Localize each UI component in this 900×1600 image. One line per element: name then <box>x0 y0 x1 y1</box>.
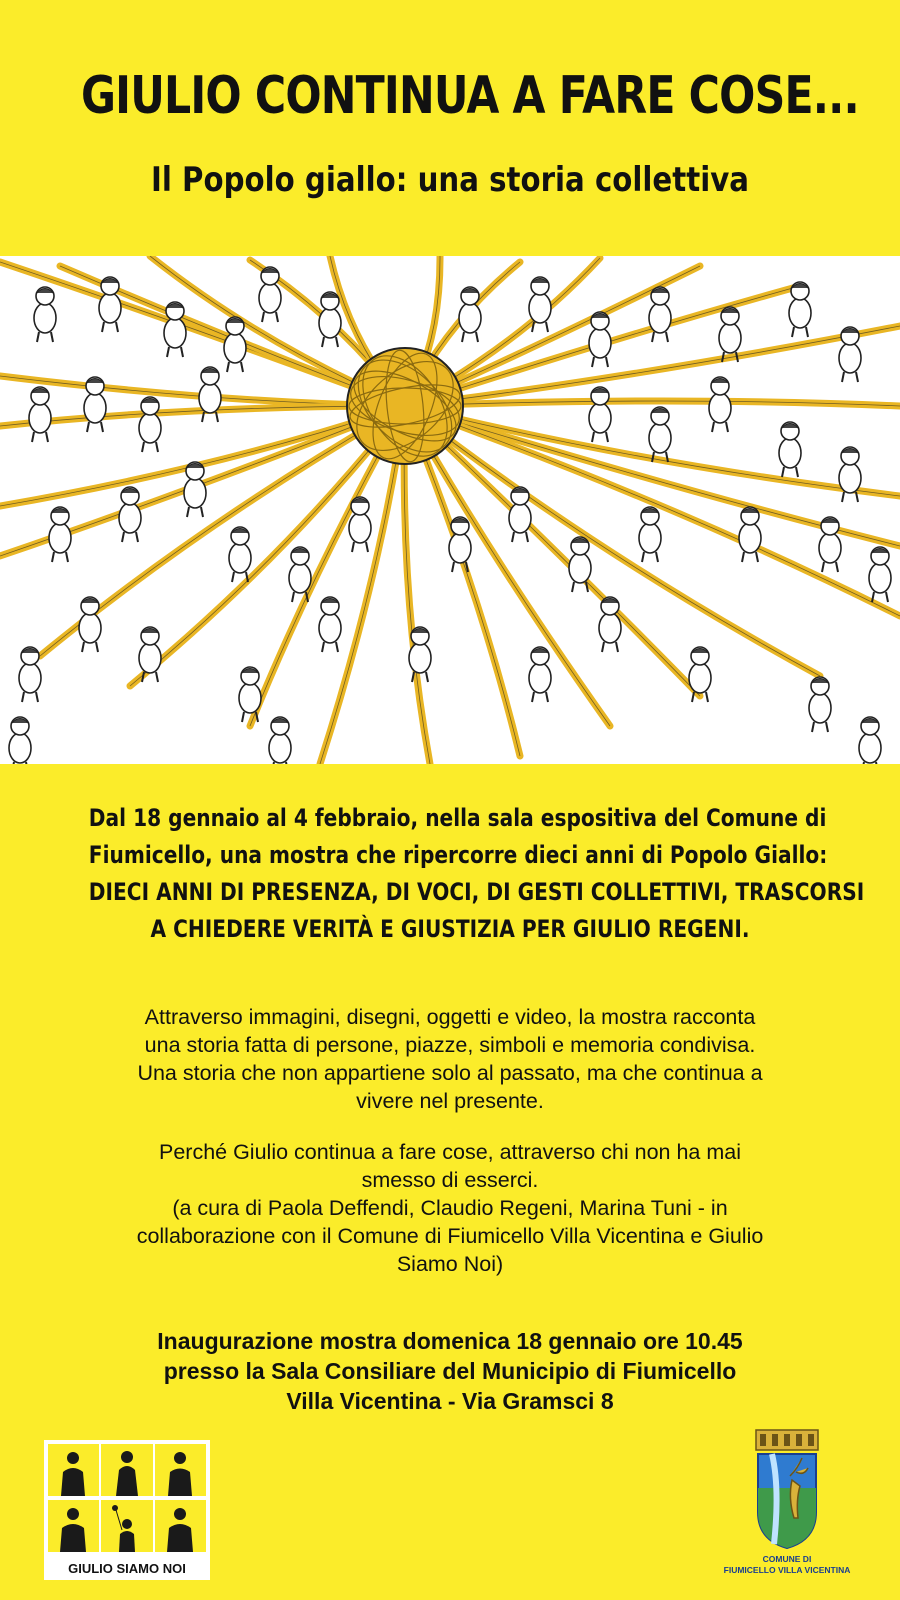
figure-leg <box>476 332 478 342</box>
figure-leg <box>187 507 189 517</box>
figure-leg <box>366 542 368 552</box>
figure-leg <box>96 642 98 652</box>
municipal-crest-icon <box>752 1428 822 1550</box>
figure-leg <box>782 467 784 477</box>
figure-leg <box>836 562 838 572</box>
poster-subtitle: Il Popolo giallo: una storia collettiva <box>150 160 750 200</box>
description-line: una storia fatta di persone, piazze, simboli e memoria condivisa. <box>144 1033 756 1057</box>
inauguration-line: Villa Vicentina - Via Gramsci 8 <box>286 1388 614 1414</box>
figure-leg <box>22 692 24 702</box>
figure-leg <box>886 592 888 602</box>
figure-body <box>19 663 41 693</box>
figure-body <box>839 463 861 493</box>
figure-leg <box>726 422 728 432</box>
figure-leg <box>602 642 604 652</box>
figure-leg <box>822 562 824 572</box>
figure-leg <box>526 532 528 542</box>
figure-body <box>459 303 481 333</box>
description-line: smesso di esserci. <box>361 1168 539 1192</box>
figure-leg <box>712 422 714 432</box>
figure-leg <box>82 642 84 652</box>
figure-leg <box>606 432 608 442</box>
crest-caption-line-1: COMUNE DI <box>762 1554 812 1564</box>
figure-leg <box>856 372 858 382</box>
figure-leg <box>227 362 229 372</box>
figure-body <box>319 613 341 643</box>
figure-body <box>239 683 261 713</box>
figure-body <box>139 643 161 673</box>
figure-leg <box>592 357 594 367</box>
inauguration-info <box>20 1326 880 1416</box>
figure-leg <box>66 552 68 562</box>
giulio-siamo-noi-logo <box>44 1440 210 1580</box>
figure-body <box>99 293 121 323</box>
figure-leg <box>336 642 338 652</box>
figure-leg <box>462 332 464 342</box>
figure-leg <box>546 692 548 702</box>
figure-body <box>779 438 801 468</box>
description-line: vivere nel presente. <box>356 1089 544 1113</box>
intro-line: DIECI ANNI DI PRESENZA, DI VOCI, DI GESTI COLLETTIVI, TRASCORSI <box>88 878 865 906</box>
figure-leg <box>262 312 264 322</box>
inauguration-line: Inaugurazione mostra domenica 18 gennaio ore 10.45 <box>157 1328 743 1354</box>
figure-body <box>224 333 246 363</box>
figure-leg <box>592 432 594 442</box>
figure-body <box>569 553 591 583</box>
figure-leg <box>276 312 278 322</box>
figure-leg <box>322 337 324 347</box>
figure-leg <box>241 362 243 372</box>
figure-body <box>509 503 531 533</box>
figure-body <box>269 733 291 763</box>
figure-body <box>869 563 891 593</box>
figure-body <box>809 693 831 723</box>
figure-body <box>529 663 551 693</box>
figure-leg <box>216 412 218 422</box>
figure-leg <box>292 592 294 602</box>
description-paragraph-1 <box>30 1003 870 1115</box>
figure-leg <box>862 762 864 764</box>
figure-leg <box>116 322 118 332</box>
figure-leg <box>101 422 103 432</box>
intro-line: Fiumicello, una mostra che ripercorre dieci anni di Popolo Giallo: <box>88 841 828 869</box>
description-paragraph-2 <box>30 1138 870 1278</box>
figure-body <box>199 383 221 413</box>
figure-leg <box>842 492 844 502</box>
yarn-ball-illustration <box>0 256 900 764</box>
figure-body <box>449 533 471 563</box>
figure-body <box>9 733 31 763</box>
figure-leg <box>532 692 534 702</box>
figure-leg <box>606 357 608 367</box>
figure-leg <box>46 432 48 442</box>
figure-body <box>639 523 661 553</box>
right-logo-caption <box>712 1554 862 1576</box>
figure-leg <box>796 467 798 477</box>
figure-leg <box>37 332 39 342</box>
figure-leg <box>286 762 288 764</box>
figure-body <box>139 413 161 443</box>
figure-leg <box>792 327 794 337</box>
figure-leg <box>666 332 668 342</box>
figure-leg <box>272 762 274 764</box>
description-line: Perché Giulio continua a fare cose, attraverso chi non ha mai <box>158 1140 741 1164</box>
figure-leg <box>136 532 138 542</box>
intro-text <box>20 800 880 948</box>
figure-body <box>599 613 621 643</box>
silhouettes-grid-icon <box>48 1444 206 1552</box>
figure-leg <box>642 552 644 562</box>
figure-leg <box>122 532 124 542</box>
figure-body <box>719 323 741 353</box>
figure-body <box>164 318 186 348</box>
figure-body <box>409 643 431 673</box>
figure-body <box>859 733 881 763</box>
figure-leg <box>156 672 158 682</box>
figure-leg <box>87 422 89 432</box>
intro-line: A CHIEDERE VERITÀ E GIUSTIZIA PER GIULIO REGENI. <box>150 915 750 943</box>
figure-body <box>789 298 811 328</box>
figure-leg <box>452 562 454 572</box>
figure-body <box>689 663 711 693</box>
figure-leg <box>142 442 144 452</box>
figure-leg <box>546 322 548 332</box>
figure-body <box>119 503 141 533</box>
left-logo-caption: GIULIO SIAMO NOI <box>68 1561 186 1576</box>
figure-leg <box>322 642 324 652</box>
figure-body <box>49 523 71 553</box>
figure-body <box>349 513 371 543</box>
figure-leg <box>652 332 654 342</box>
figure-body <box>739 523 761 553</box>
figure-body <box>319 308 341 338</box>
figure-leg <box>181 347 183 357</box>
figure-body <box>839 343 861 373</box>
poster-title: GIULIO CONTINUA A FARE COSE... <box>81 66 859 126</box>
figure-leg <box>692 692 694 702</box>
intro-line: Dal 18 gennaio al 4 febbraio, nella sala espositiva del Comune di <box>88 804 827 832</box>
figure-leg <box>806 327 808 337</box>
inauguration-line: presso la Sala Consiliare del Municipio di Fiumicello <box>163 1358 737 1384</box>
figure-body <box>84 393 106 423</box>
figure-leg <box>426 672 428 682</box>
figure-leg <box>12 762 14 764</box>
description-line: collaborazione con il Comune di Fiumicello Villa Vicentina e Giulio <box>136 1224 764 1248</box>
figure-body <box>184 478 206 508</box>
figure-body <box>29 403 51 433</box>
figure-leg <box>36 692 38 702</box>
figure-leg <box>512 532 514 542</box>
figure-body <box>289 563 311 593</box>
description-line: Attraverso immagini, disegni, oggetti e video, la mostra racconta <box>144 1005 756 1029</box>
figure-body <box>649 303 671 333</box>
figure-body <box>529 293 551 323</box>
figure-leg <box>572 582 574 592</box>
description-line: Una storia che non appartiene solo al passato, ma che continua a <box>137 1061 763 1085</box>
figure-leg <box>51 332 53 342</box>
figure-body <box>649 423 671 453</box>
figure-body <box>589 403 611 433</box>
figure-leg <box>842 372 844 382</box>
figure-body <box>34 303 56 333</box>
figure-leg <box>52 552 54 562</box>
figure-body <box>709 393 731 423</box>
figure-body <box>79 613 101 643</box>
figure-leg <box>742 552 744 562</box>
yarn-ball-crowd-icon <box>0 256 900 764</box>
figure-body <box>229 543 251 573</box>
figure-leg <box>812 722 814 732</box>
figure-leg <box>352 542 354 552</box>
figure-body <box>589 328 611 358</box>
figure-leg <box>102 322 104 332</box>
figure-leg <box>706 692 708 702</box>
figure-leg <box>336 337 338 347</box>
figure-leg <box>232 572 234 582</box>
figure-body <box>819 533 841 563</box>
figure-leg <box>156 442 158 452</box>
figure-leg <box>201 507 203 517</box>
figure-leg <box>756 552 758 562</box>
figure-leg <box>242 712 244 722</box>
figure-leg <box>876 762 878 764</box>
comune-crest-logo <box>712 1428 862 1588</box>
figure-leg <box>616 642 618 652</box>
figure-leg <box>32 432 34 442</box>
figure-leg <box>167 347 169 357</box>
crest-caption-line-2: FIUMICELLO VILLA VICENTINA <box>723 1565 851 1575</box>
figure-body <box>259 283 281 313</box>
description-line: Siamo Noi) <box>396 1252 504 1276</box>
figure-leg <box>826 722 828 732</box>
description-line: (a cura di Paola Deffendi, Claudio Regeni, Marina Tuni - in <box>172 1196 728 1220</box>
figure-leg <box>26 762 28 764</box>
figure-leg <box>656 552 658 562</box>
